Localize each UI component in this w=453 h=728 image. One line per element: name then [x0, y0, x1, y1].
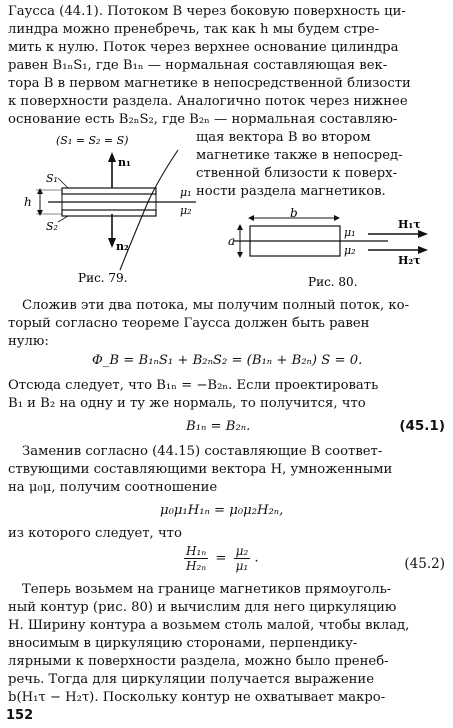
para6-line-5: лярными к поверхности раздела, можно было пренеб- [8, 654, 389, 669]
formula-h-relation: μ₀μ₁H₁ₙ = μ₀μ₂H₂ₙ, [160, 503, 284, 518]
para2-line-3: нулю: [8, 334, 49, 349]
formula-flux-sum: Φ_B = B₁ₙS₁ + B₂ₙS₂ = (B₁ₙ + B₂ₙ) S = 0. [92, 353, 363, 368]
s1-label: S₁ [46, 172, 58, 185]
s2-label: S₂ [46, 220, 58, 233]
para6-line-6: речь. Тогда для циркуляции получается выражение [8, 672, 375, 687]
h2t-label: H₂τ [398, 254, 421, 267]
text-line-2: линдра можно пренебречь, так как h мы будем стре- [8, 22, 380, 37]
text-line-4: равен B₁ₙS₁, где B₁ₙ — нормальная составляющая век- [8, 58, 388, 73]
formula-ratio [184, 544, 259, 573]
side-line-1: щая вектора B во втором [196, 130, 371, 145]
cylinder-top [62, 188, 156, 194]
para2-line-2: торый согласно теореме Гаусса должен быть равен [8, 316, 370, 331]
para5-line: из которого следует, что [8, 526, 182, 541]
para3-line-1: Отсюда следует, что B₁ₙ = −B₂ₙ. Если проектировать [8, 378, 379, 393]
fraction-mu-numerator: μ₂ [235, 544, 249, 558]
text-line-1: Гаусса (44.1). Потоком B через боковую поверхность ци- [8, 4, 406, 19]
page-number: 152 [6, 708, 34, 723]
side-line-4: ности раздела магнетиков. [196, 184, 386, 199]
n1-label: n₁ [118, 156, 131, 169]
para6-line-3: H. Ширину контура a возьмем столь малой, чтобы вклад, [8, 618, 410, 633]
a-label: a [228, 234, 236, 248]
fraction-h-numerator: H₁ₙ [186, 544, 207, 558]
fig80-mu1: μ₁ [344, 226, 356, 239]
para4-line-2: ствующими составляющими вектора H, умноженными [8, 462, 393, 477]
para3-line-2: B₁ и B₂ на одну и ту же нормаль, то получится, что [8, 396, 366, 411]
h1t-label: H₁τ [398, 218, 421, 231]
n2-arrowhead [108, 238, 116, 248]
para6-line-7: b(H₁τ − H₂τ). Поскольку контур не охватывает макро- [8, 690, 386, 705]
text-line-5: тора B в первом магнетике в непосредственной близости [8, 76, 411, 91]
side-line-2: магнетике также в непосред- [196, 148, 403, 163]
para6-line-1: Теперь возьмем на границе магнетиков прямоуголь- [22, 582, 392, 597]
para2-line-1: Сложив эти два потока, мы получим полный поток, ко- [22, 298, 410, 313]
equation-number-45-2: (45.2) [404, 556, 445, 572]
n2-label: n₂ [116, 240, 129, 253]
fraction-mu [234, 544, 251, 573]
n1-arrowhead [108, 152, 116, 162]
fraction-h [184, 544, 208, 573]
formula-bn-equality: B₁ₙ = B₂ₙ. [186, 419, 251, 434]
h-label: h [24, 195, 32, 209]
fig79-equal-areas-label: (S₁ = S₂ = S) [56, 134, 129, 147]
para6-line-2: ный контур (рис. 80) и вычислим для него циркуляцию [8, 600, 397, 615]
figure-80 [228, 208, 450, 292]
equation-number-45-1: (45.1) [399, 418, 445, 434]
fig79-caption: Рис. 79. [78, 271, 128, 285]
text-line-7: основание есть B₂ₙS₂, где B₂ₙ — нормальная составляю- [8, 112, 398, 127]
mu1-label: μ₁ [180, 186, 192, 199]
fraction-mu-denominator: μ₁ [235, 559, 249, 573]
fig80-mu2: μ₂ [344, 244, 356, 257]
para4-line-1: Заменив согласно (44.15) составляющие B соответ- [22, 444, 383, 459]
para4-line-3: на μ₀μ, получим соотношение [8, 480, 218, 495]
figure-79 [8, 130, 198, 290]
equals-sign: = [215, 550, 227, 566]
side-line-3: ственной близости к поверх- [196, 166, 398, 181]
fraction-h-denominator: H₂ₙ [186, 559, 207, 573]
mu2-label: μ₂ [180, 204, 192, 217]
b-label: b [290, 208, 298, 220]
formula-period: . [254, 550, 259, 566]
para6-line-4: вносимым в циркуляцию сторонами, перпендику- [8, 636, 358, 651]
fig80-caption: Рис. 80. [308, 275, 358, 289]
text-line-6: к поверхности раздела. Аналогично поток через нижнее [8, 94, 408, 109]
text-line-3: мить к нулю. Поток через верхнее основание цилиндра [8, 40, 399, 55]
